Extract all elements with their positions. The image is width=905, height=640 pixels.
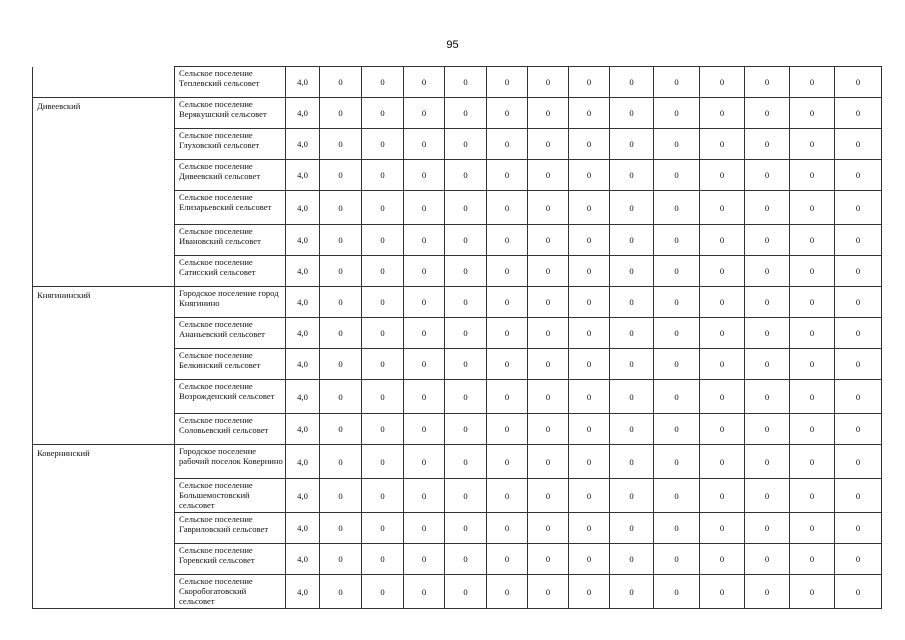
value-cell: 4,0 — [286, 380, 320, 414]
zero-cell: 0 — [654, 67, 700, 98]
value-cell: 4,0 — [286, 225, 320, 256]
zero-cell: 0 — [835, 191, 882, 225]
zero-cell: 0 — [790, 445, 835, 479]
zero-cell: 0 — [569, 256, 610, 287]
zero-cell: 0 — [790, 225, 835, 256]
district-cell — [33, 513, 175, 544]
zero-cell: 0 — [569, 445, 610, 479]
zero-cell: 0 — [569, 544, 610, 575]
zero-cell: 0 — [320, 479, 362, 513]
zero-cell: 0 — [610, 225, 654, 256]
zero-cell: 0 — [404, 414, 445, 445]
zero-cell: 0 — [487, 160, 528, 191]
zero-cell: 0 — [320, 287, 362, 318]
zero-cell: 0 — [362, 544, 404, 575]
zero-cell: 0 — [320, 318, 362, 349]
settlement-cell: Сельское поселение Дивеевский сельсовет — [175, 160, 286, 191]
zero-cell: 0 — [700, 191, 745, 225]
zero-cell: 0 — [320, 380, 362, 414]
zero-cell: 0 — [790, 479, 835, 513]
zero-cell: 0 — [790, 67, 835, 98]
zero-cell: 0 — [569, 414, 610, 445]
zero-cell: 0 — [745, 98, 790, 129]
zero-cell: 0 — [528, 256, 569, 287]
zero-cell: 0 — [835, 479, 882, 513]
zero-cell: 0 — [835, 129, 882, 160]
zero-cell: 0 — [745, 287, 790, 318]
zero-cell: 0 — [445, 67, 487, 98]
zero-cell: 0 — [654, 544, 700, 575]
zero-cell: 0 — [745, 318, 790, 349]
zero-cell: 0 — [835, 414, 882, 445]
zero-cell: 0 — [487, 544, 528, 575]
zero-cell: 0 — [362, 349, 404, 380]
zero-cell: 0 — [528, 318, 569, 349]
value-cell: 4,0 — [286, 129, 320, 160]
zero-cell: 0 — [528, 225, 569, 256]
zero-cell: 0 — [404, 544, 445, 575]
zero-cell: 0 — [445, 479, 487, 513]
table-row — [33, 256, 882, 287]
zero-cell: 0 — [528, 445, 569, 479]
value-cell: 4,0 — [286, 479, 320, 513]
zero-cell: 0 — [790, 414, 835, 445]
zero-cell: 0 — [569, 191, 610, 225]
zero-cell: 0 — [835, 318, 882, 349]
zero-cell: 0 — [835, 445, 882, 479]
zero-cell: 0 — [700, 287, 745, 318]
zero-cell: 0 — [404, 380, 445, 414]
zero-cell: 0 — [569, 287, 610, 318]
zero-cell: 0 — [528, 349, 569, 380]
zero-cell: 0 — [320, 575, 362, 609]
zero-cell: 0 — [362, 414, 404, 445]
zero-cell: 0 — [487, 225, 528, 256]
zero-cell: 0 — [404, 575, 445, 609]
value-cell: 4,0 — [286, 575, 320, 609]
district-cell — [33, 160, 175, 191]
settlement-cell: Сельское поселение Гавриловский сельсовет — [175, 513, 286, 544]
zero-cell: 0 — [528, 479, 569, 513]
zero-cell: 0 — [487, 575, 528, 609]
zero-cell: 0 — [528, 98, 569, 129]
zero-cell: 0 — [790, 349, 835, 380]
value-cell: 4,0 — [286, 287, 320, 318]
zero-cell: 0 — [745, 191, 790, 225]
settlement-cell: Сельское поселение Большемостовский сельсовет — [175, 479, 286, 513]
zero-cell: 0 — [700, 349, 745, 380]
zero-cell: 0 — [700, 160, 745, 191]
district-cell — [33, 479, 175, 513]
value-cell: 4,0 — [286, 513, 320, 544]
zero-cell: 0 — [835, 67, 882, 98]
zero-cell: 0 — [700, 479, 745, 513]
settlement-cell: Сельское поселение Теплевский сельсовет — [175, 67, 286, 98]
district-cell: Ковернинский — [33, 445, 175, 479]
zero-cell: 0 — [745, 67, 790, 98]
data-table — [32, 66, 882, 609]
zero-cell: 0 — [569, 479, 610, 513]
district-cell — [33, 414, 175, 445]
zero-cell: 0 — [487, 98, 528, 129]
table-row — [33, 67, 882, 98]
zero-cell: 0 — [745, 129, 790, 160]
zero-cell: 0 — [320, 98, 362, 129]
zero-cell: 0 — [445, 98, 487, 129]
zero-cell: 0 — [654, 380, 700, 414]
zero-cell: 0 — [404, 349, 445, 380]
zero-cell: 0 — [700, 129, 745, 160]
zero-cell: 0 — [610, 67, 654, 98]
settlement-cell: Сельское поселение Сатисский сельсовет — [175, 256, 286, 287]
zero-cell: 0 — [320, 513, 362, 544]
zero-cell: 0 — [790, 575, 835, 609]
zero-cell: 0 — [362, 67, 404, 98]
zero-cell: 0 — [610, 318, 654, 349]
zero-cell: 0 — [569, 129, 610, 160]
zero-cell: 0 — [610, 544, 654, 575]
zero-cell: 0 — [404, 98, 445, 129]
zero-cell: 0 — [700, 513, 745, 544]
zero-cell: 0 — [320, 67, 362, 98]
settlement-cell: Сельское поселение Скоробогатовский сельсовет — [175, 575, 286, 609]
zero-cell: 0 — [569, 160, 610, 191]
zero-cell: 0 — [654, 513, 700, 544]
zero-cell: 0 — [745, 414, 790, 445]
zero-cell: 0 — [487, 287, 528, 318]
value-cell: 4,0 — [286, 318, 320, 349]
value-cell: 4,0 — [286, 544, 320, 575]
table-row — [33, 575, 882, 609]
district-cell: Княгининский — [33, 287, 175, 318]
table-row — [33, 225, 882, 256]
zero-cell: 0 — [487, 445, 528, 479]
table-row — [33, 445, 882, 479]
zero-cell: 0 — [835, 160, 882, 191]
table-row — [33, 349, 882, 380]
table-body — [33, 67, 882, 609]
zero-cell: 0 — [528, 287, 569, 318]
zero-cell: 0 — [445, 191, 487, 225]
zero-cell: 0 — [569, 98, 610, 129]
zero-cell: 0 — [610, 191, 654, 225]
zero-cell: 0 — [404, 318, 445, 349]
zero-cell: 0 — [835, 256, 882, 287]
district-cell — [33, 575, 175, 609]
zero-cell: 0 — [610, 479, 654, 513]
zero-cell: 0 — [654, 191, 700, 225]
zero-cell: 0 — [790, 191, 835, 225]
zero-cell: 0 — [745, 544, 790, 575]
zero-cell: 0 — [528, 414, 569, 445]
table-row — [33, 129, 882, 160]
zero-cell: 0 — [362, 287, 404, 318]
district-cell — [33, 191, 175, 225]
zero-cell: 0 — [610, 287, 654, 318]
zero-cell: 0 — [835, 575, 882, 609]
zero-cell: 0 — [320, 191, 362, 225]
zero-cell: 0 — [362, 225, 404, 256]
zero-cell: 0 — [700, 414, 745, 445]
settlement-cell: Сельское поселение Горевский сельсовет — [175, 544, 286, 575]
district-cell — [33, 225, 175, 256]
zero-cell: 0 — [362, 445, 404, 479]
zero-cell: 0 — [790, 513, 835, 544]
zero-cell: 0 — [700, 318, 745, 349]
value-cell: 4,0 — [286, 349, 320, 380]
zero-cell: 0 — [404, 445, 445, 479]
table-row — [33, 160, 882, 191]
zero-cell: 0 — [362, 575, 404, 609]
zero-cell: 0 — [528, 513, 569, 544]
zero-cell: 0 — [487, 256, 528, 287]
zero-cell: 0 — [654, 318, 700, 349]
zero-cell: 0 — [835, 225, 882, 256]
zero-cell: 0 — [487, 414, 528, 445]
zero-cell: 0 — [487, 129, 528, 160]
zero-cell: 0 — [610, 513, 654, 544]
value-cell: 4,0 — [286, 256, 320, 287]
zero-cell: 0 — [610, 445, 654, 479]
zero-cell: 0 — [320, 256, 362, 287]
zero-cell: 0 — [745, 513, 790, 544]
zero-cell: 0 — [835, 98, 882, 129]
zero-cell: 0 — [790, 318, 835, 349]
zero-cell: 0 — [404, 225, 445, 256]
zero-cell: 0 — [569, 67, 610, 98]
zero-cell: 0 — [404, 160, 445, 191]
table-row — [33, 414, 882, 445]
zero-cell: 0 — [320, 414, 362, 445]
zero-cell: 0 — [569, 380, 610, 414]
zero-cell: 0 — [790, 544, 835, 575]
zero-cell: 0 — [528, 191, 569, 225]
zero-cell: 0 — [404, 67, 445, 98]
zero-cell: 0 — [404, 513, 445, 544]
zero-cell: 0 — [569, 225, 610, 256]
zero-cell: 0 — [320, 544, 362, 575]
district-cell — [33, 129, 175, 160]
zero-cell: 0 — [745, 445, 790, 479]
zero-cell: 0 — [445, 544, 487, 575]
zero-cell: 0 — [700, 575, 745, 609]
zero-cell: 0 — [835, 287, 882, 318]
zero-cell: 0 — [487, 380, 528, 414]
zero-cell: 0 — [835, 544, 882, 575]
zero-cell: 0 — [835, 349, 882, 380]
zero-cell: 0 — [569, 575, 610, 609]
zero-cell: 0 — [487, 513, 528, 544]
zero-cell: 0 — [445, 256, 487, 287]
zero-cell: 0 — [835, 513, 882, 544]
zero-cell: 0 — [445, 349, 487, 380]
district-cell — [33, 67, 175, 98]
settlement-cell: Городское поселение рабочий поселок Ковернино — [175, 445, 286, 479]
value-cell: 4,0 — [286, 160, 320, 191]
zero-cell: 0 — [745, 479, 790, 513]
zero-cell: 0 — [362, 513, 404, 544]
value-cell: 4,0 — [286, 414, 320, 445]
zero-cell: 0 — [569, 349, 610, 380]
zero-cell: 0 — [528, 67, 569, 98]
zero-cell: 0 — [445, 513, 487, 544]
zero-cell: 0 — [654, 349, 700, 380]
zero-cell: 0 — [528, 575, 569, 609]
zero-cell: 0 — [745, 575, 790, 609]
zero-cell: 0 — [445, 225, 487, 256]
zero-cell: 0 — [654, 287, 700, 318]
zero-cell: 0 — [487, 67, 528, 98]
table-row — [33, 544, 882, 575]
settlement-cell: Городское поселение город Княгинино — [175, 287, 286, 318]
zero-cell: 0 — [610, 380, 654, 414]
zero-cell: 0 — [445, 160, 487, 191]
zero-cell: 0 — [700, 256, 745, 287]
zero-cell: 0 — [654, 225, 700, 256]
zero-cell: 0 — [569, 318, 610, 349]
zero-cell: 0 — [790, 160, 835, 191]
settlement-cell: Сельское поселение Глуховский сельсовет — [175, 129, 286, 160]
zero-cell: 0 — [654, 129, 700, 160]
zero-cell: 0 — [610, 98, 654, 129]
zero-cell: 0 — [362, 256, 404, 287]
zero-cell: 0 — [790, 98, 835, 129]
zero-cell: 0 — [362, 129, 404, 160]
zero-cell: 0 — [654, 414, 700, 445]
zero-cell: 0 — [404, 191, 445, 225]
settlement-cell: Сельское поселение Белкинский сельсовет — [175, 349, 286, 380]
table-row — [33, 318, 882, 349]
zero-cell: 0 — [654, 445, 700, 479]
settlement-cell: Сельское поселение Ананьевский сельсовет — [175, 318, 286, 349]
district-cell: Дивеевский — [33, 98, 175, 129]
zero-cell: 0 — [610, 575, 654, 609]
district-cell — [33, 544, 175, 575]
table-row — [33, 98, 882, 129]
table-row — [33, 287, 882, 318]
zero-cell: 0 — [528, 129, 569, 160]
zero-cell: 0 — [790, 129, 835, 160]
table-row — [33, 479, 882, 513]
zero-cell: 0 — [404, 479, 445, 513]
zero-cell: 0 — [790, 287, 835, 318]
zero-cell: 0 — [700, 544, 745, 575]
zero-cell: 0 — [320, 160, 362, 191]
zero-cell: 0 — [445, 575, 487, 609]
zero-cell: 0 — [790, 380, 835, 414]
zero-cell: 0 — [362, 380, 404, 414]
settlement-cell: Сельское поселение Верякушский сельсовет — [175, 98, 286, 129]
zero-cell: 0 — [320, 349, 362, 380]
zero-cell: 0 — [404, 129, 445, 160]
zero-cell: 0 — [654, 98, 700, 129]
zero-cell: 0 — [790, 256, 835, 287]
zero-cell: 0 — [362, 191, 404, 225]
zero-cell: 0 — [320, 445, 362, 479]
zero-cell: 0 — [610, 160, 654, 191]
zero-cell: 0 — [654, 479, 700, 513]
zero-cell: 0 — [362, 160, 404, 191]
zero-cell: 0 — [745, 225, 790, 256]
zero-cell: 0 — [528, 380, 569, 414]
zero-cell: 0 — [320, 129, 362, 160]
zero-cell: 0 — [528, 544, 569, 575]
district-cell — [33, 380, 175, 414]
zero-cell: 0 — [745, 160, 790, 191]
value-cell: 4,0 — [286, 445, 320, 479]
zero-cell: 0 — [445, 318, 487, 349]
zero-cell: 0 — [745, 349, 790, 380]
zero-cell: 0 — [528, 160, 569, 191]
zero-cell: 0 — [362, 98, 404, 129]
zero-cell: 0 — [362, 479, 404, 513]
zero-cell: 0 — [404, 287, 445, 318]
value-cell: 4,0 — [286, 191, 320, 225]
zero-cell: 0 — [835, 380, 882, 414]
zero-cell: 0 — [487, 349, 528, 380]
zero-cell: 0 — [610, 349, 654, 380]
table-row — [33, 380, 882, 414]
zero-cell: 0 — [700, 380, 745, 414]
district-cell — [33, 318, 175, 349]
value-cell: 4,0 — [286, 67, 320, 98]
district-cell — [33, 349, 175, 380]
zero-cell: 0 — [700, 225, 745, 256]
zero-cell: 0 — [610, 129, 654, 160]
page-number: 95 — [446, 39, 459, 51]
zero-cell: 0 — [700, 98, 745, 129]
zero-cell: 0 — [404, 256, 445, 287]
zero-cell: 0 — [362, 318, 404, 349]
table-row — [33, 191, 882, 225]
zero-cell: 0 — [445, 287, 487, 318]
settlement-cell: Сельское поселение Елизарьевский сельсовет — [175, 191, 286, 225]
district-cell — [33, 256, 175, 287]
zero-cell: 0 — [445, 445, 487, 479]
zero-cell: 0 — [654, 160, 700, 191]
zero-cell: 0 — [654, 575, 700, 609]
zero-cell: 0 — [445, 129, 487, 160]
zero-cell: 0 — [654, 256, 700, 287]
zero-cell: 0 — [487, 479, 528, 513]
zero-cell: 0 — [320, 225, 362, 256]
zero-cell: 0 — [487, 191, 528, 225]
zero-cell: 0 — [610, 256, 654, 287]
zero-cell: 0 — [569, 513, 610, 544]
zero-cell: 0 — [700, 67, 745, 98]
settlement-cell: Сельское поселение Соловьевский сельсовет — [175, 414, 286, 445]
zero-cell: 0 — [745, 380, 790, 414]
zero-cell: 0 — [700, 445, 745, 479]
zero-cell: 0 — [445, 380, 487, 414]
zero-cell: 0 — [745, 256, 790, 287]
table-row — [33, 513, 882, 544]
zero-cell: 0 — [610, 414, 654, 445]
settlement-cell: Сельское поселение Возрожденский сельсовет — [175, 380, 286, 414]
zero-cell: 0 — [445, 414, 487, 445]
value-cell: 4,0 — [286, 98, 320, 129]
settlement-cell: Сельское поселение Ивановский сельсовет — [175, 225, 286, 256]
zero-cell: 0 — [487, 318, 528, 349]
